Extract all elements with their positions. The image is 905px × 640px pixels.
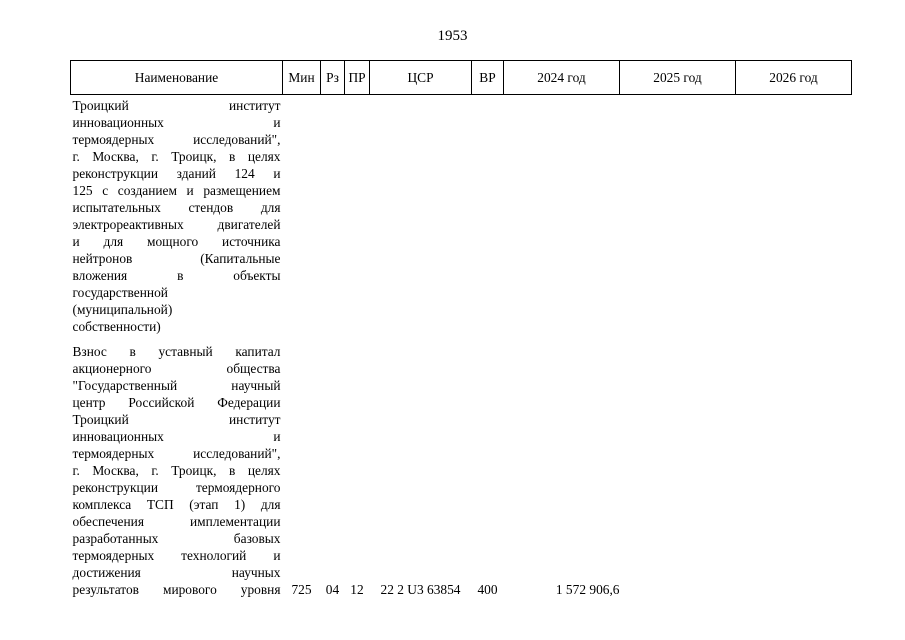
row-csr: 22 2 U3 63854 bbox=[380, 582, 461, 597]
row-name-line: инновационных и bbox=[72, 429, 281, 444]
header-name: Наименование bbox=[71, 61, 283, 95]
row-rz bbox=[321, 95, 345, 336]
table-row bbox=[71, 343, 852, 598]
row-name-line: термоядерных технологий и bbox=[72, 548, 281, 563]
row-name-line: собственности) bbox=[72, 319, 161, 334]
table-row bbox=[71, 95, 852, 336]
row-2024 bbox=[504, 95, 620, 336]
row-2026 bbox=[736, 95, 852, 336]
row-name-line: центр Российской Федерации bbox=[72, 395, 281, 410]
row-name-line: реконструкции термоядерного bbox=[72, 480, 281, 495]
row-name-line: государственной bbox=[72, 285, 168, 300]
row-name-line: Троицкий институт bbox=[72, 98, 281, 113]
header-2025: 2025 год bbox=[620, 61, 736, 95]
row-name-line: Взнос в уставный капитал bbox=[72, 344, 281, 359]
row-name-line: реконструкции зданий 124 и bbox=[72, 166, 281, 181]
row-name-line: Троицкий институт bbox=[72, 412, 281, 427]
row-name-line: 125 с созданием и размещением bbox=[72, 183, 281, 198]
row-2024: 1 572 906,6 bbox=[555, 582, 620, 597]
row-name-line: (муниципальной) bbox=[72, 302, 173, 317]
row-name-line: испытательных стендов для bbox=[72, 200, 281, 215]
page-number: 1953 bbox=[437, 28, 468, 44]
row-rz: 04 bbox=[325, 582, 340, 597]
row-2025 bbox=[620, 343, 736, 598]
row-name-line: обеспечения имплементации bbox=[72, 514, 281, 529]
row-name-line: результатов мирового уровня bbox=[72, 582, 281, 597]
header-rz: Рз bbox=[321, 61, 345, 95]
row-name-line: г. Москва, г. Троицк, в целях bbox=[72, 149, 281, 164]
header-csr: ЦСР bbox=[370, 61, 472, 95]
row-name-line: достижения научных bbox=[72, 565, 281, 580]
table-header bbox=[71, 61, 852, 95]
row-name-text bbox=[73, 97, 281, 335]
row-csr bbox=[370, 95, 472, 336]
row-name-line: термоядерных исследований", bbox=[72, 132, 281, 147]
row-name-line: электрореактивных двигателей bbox=[72, 217, 281, 232]
row-min bbox=[283, 95, 321, 336]
table-body bbox=[71, 95, 852, 599]
row-pr: 12 bbox=[350, 582, 364, 597]
row-name-line: г. Москва, г. Троицк, в целях bbox=[72, 463, 281, 478]
row-2025 bbox=[620, 95, 736, 336]
row-min: 725 bbox=[291, 582, 312, 597]
row-name-cell bbox=[71, 95, 283, 336]
row-name-line: вложения в объекты bbox=[72, 268, 281, 283]
row-spacer bbox=[71, 335, 852, 343]
row-name-line: "Государственный научный bbox=[72, 378, 281, 393]
header-min: Мин bbox=[283, 61, 321, 95]
row-name-line: термоядерных исследований", bbox=[72, 446, 281, 461]
header-pr: ПР bbox=[345, 61, 370, 95]
row-name-line: нейтронов (Капитальные bbox=[72, 251, 281, 266]
row-name-line: и для мощного источника bbox=[72, 234, 281, 249]
row-name-cell bbox=[71, 343, 283, 598]
row-name-line: комплекса ТСП (этап 1) для bbox=[72, 497, 281, 512]
budget-table bbox=[70, 60, 852, 598]
row-2026 bbox=[736, 343, 852, 598]
header-2026: 2026 год bbox=[736, 61, 852, 95]
row-vr: 400 bbox=[477, 582, 498, 597]
header-vr: ВР bbox=[472, 61, 504, 95]
header-2024: 2024 год bbox=[504, 61, 620, 95]
row-name-text bbox=[73, 343, 281, 598]
row-vr bbox=[472, 95, 504, 336]
row-pr bbox=[345, 95, 370, 336]
row-name-line: разработанных базовых bbox=[72, 531, 281, 546]
row-name-line: акционерного общества bbox=[72, 361, 281, 376]
row-name-line: инновационных и bbox=[72, 115, 281, 130]
